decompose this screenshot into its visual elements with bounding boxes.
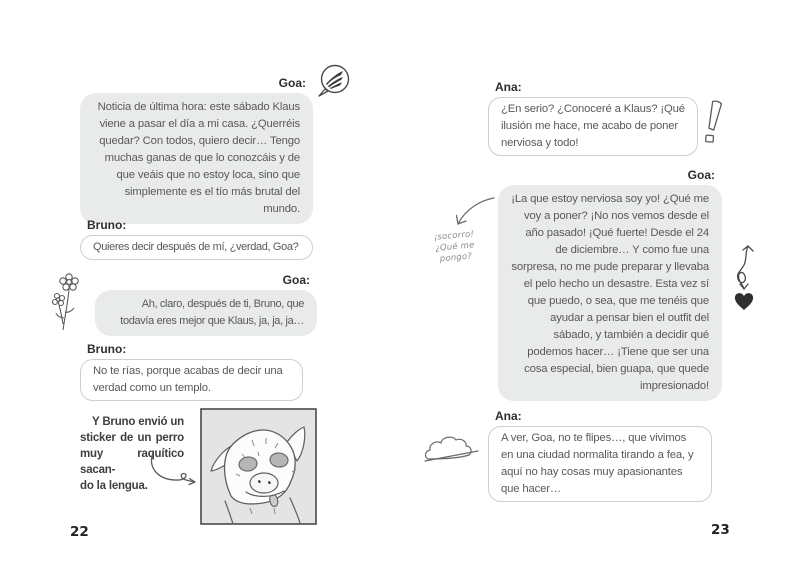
message-ana-2 (488, 409, 712, 502)
note-line: pongo? (439, 251, 473, 265)
message-bubble: A ver, Goa, no te flipes…, que vivimos en una ciudad normalita tirando a fea, y aquí no hay cosas muy apasionantes que hacer… (488, 426, 712, 502)
dog-sticker-image (200, 408, 317, 525)
page-number-left: 22 (70, 524, 89, 540)
speaker-label: Ana: (495, 80, 522, 94)
speech-burst-icon (314, 62, 354, 102)
narration-line: Y Bruno envió un (92, 416, 184, 428)
speaker-label: Ana: (495, 409, 522, 423)
speaker-label: Goa: (282, 273, 310, 287)
message-bubble: ¡La que estoy nerviosa soy yo! ¿Qué me voy a poner? ¡No nos vemos desde el año pasado! ¡Qué fuerte! Desde el 24 de diciembre… Y como fue una sorpresa, no me pude preparar y llevaba el pelo hecho un desastre. Esta vez sí que puedo, o sea, que me tenéis que ayudar a pensar bien el outfit del sábado, y también a decidir qué podemos hacer… ¡Tiene que ser una cosa especial, bien guapa, que quede impresionado! (498, 185, 722, 401)
speaker-label: Bruno: (87, 218, 127, 232)
message-bubble: Ah, claro, después de ti, Bruno, que todavía eres mejor que Klaus, ja, ja, ja… (95, 290, 317, 336)
cloud-icon (422, 430, 480, 468)
message-ana-1 (488, 80, 698, 156)
message-bruno-1 (80, 218, 313, 260)
message-bubble: ¿En serio? ¿Conoceré a Klaus? ¡Qué ilusión me hace, me acabo de poner nerviosa y todo! (488, 97, 698, 156)
exclamation-icon (699, 99, 729, 151)
narration-line: sticker de un perro (80, 432, 184, 444)
speaker-label: Goa: (687, 168, 715, 182)
message-bubble: Quieres decir después de mí, ¿verdad, Goa? (80, 235, 313, 260)
message-goa-2 (95, 273, 317, 336)
message-goa-3 (498, 168, 722, 401)
message-goa-1 (80, 76, 313, 224)
narration-line: muy raquítico sacan- (80, 448, 184, 476)
narration-line: do la lengua. (80, 480, 148, 492)
flower-icon (52, 272, 82, 332)
curved-arrow-icon (146, 450, 202, 492)
note-arrow-icon (446, 194, 496, 234)
message-bubble: No te rías, porque acabas de decir una verdad como un templo. (80, 359, 303, 401)
note-line: ¿Qué me (434, 240, 476, 254)
speaker-label: Goa: (278, 76, 306, 90)
note-line: ¡socorro! (433, 229, 475, 243)
speaker-label: Bruno: (87, 342, 127, 356)
heart-arrow-icon (730, 243, 758, 311)
handwritten-note (427, 229, 484, 267)
page-number-right: 23 (711, 522, 730, 538)
message-bubble: Noticia de última hora: este sábado Klaus viene a pasar el día a mi casa. ¿Querréis quedar? Con todos, quiero decir… Tengo muchas ganas de que lo conozcáis y de que veáis que no estoy loca, sino que simplemente es el tío más brutal del mundo. (80, 93, 313, 224)
message-bruno-2 (80, 342, 303, 401)
